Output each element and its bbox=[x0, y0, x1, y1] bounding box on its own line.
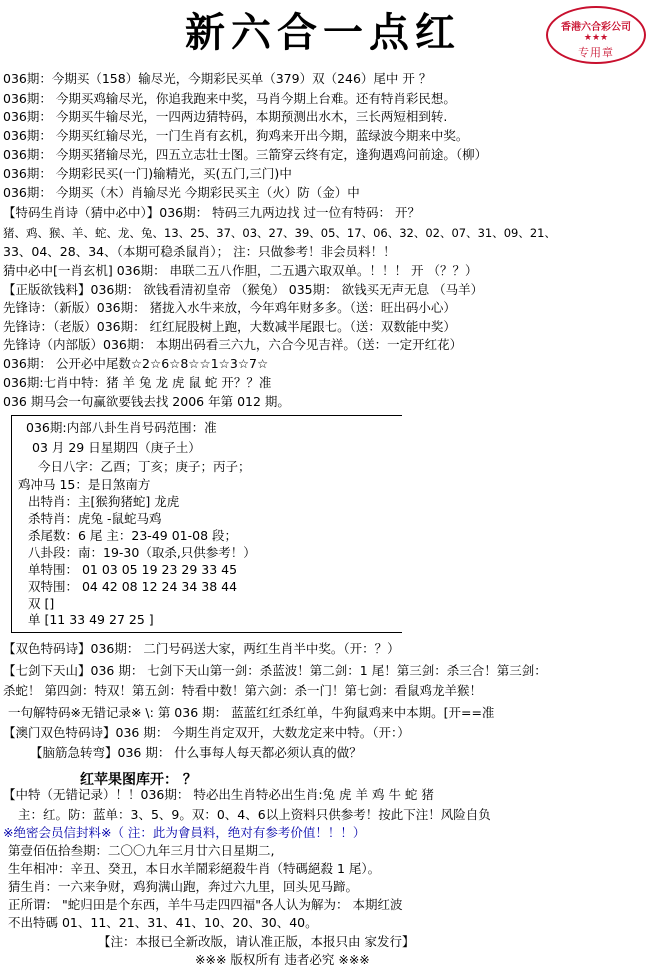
seal-text: 香港六合彩公司 bbox=[561, 22, 631, 33]
text-line: 【双色特码诗】036期： 二门号码送大家，两红生肖半中奖。（开：？） bbox=[3, 641, 400, 656]
text-line: 猪、鸡、猴、羊、蛇、龙、兔、13、25、37、03、27、39、05、17、06、32、02、07、31、09、21、 bbox=[3, 226, 556, 240]
box-line: 双特围： 04 42 08 12 24 34 38 44 bbox=[28, 579, 238, 594]
footer-note: 【注：本报已全新改版，请认准正版，本报只由 家发行】 bbox=[98, 934, 415, 949]
text-line: 先锋诗：（新版）036期： 猪拢入水牛来放，今年鸡年财多多。（送：旺出码小心） bbox=[3, 300, 456, 315]
box-line: 鸡冲马 15：是日煞南方 bbox=[18, 477, 151, 492]
box-line: 单 [11 33 49 27 25 ] bbox=[28, 612, 154, 627]
text-line: 33、04、28、34、（本期可稳杀鼠肖）； 注：只做参考！非会员料！！ bbox=[3, 244, 396, 259]
text-line: 【澳门双色特码诗】036 期： 今期生肖定双开，大数龙定来中特。（开：） bbox=[3, 725, 410, 740]
text-line: 036期： 今期买鸡输尽光，你追我跑来中奖，马肖今期上台难。还有特肖彩民想。 bbox=[3, 91, 456, 106]
text-line: 【七剑下天山】036 期： 七剑下天山第一剑：杀蓝波！第二剑：1 尾！第三剑：杀三合！第三剑： bbox=[3, 663, 547, 678]
text-line: 杀蛇！ 第四剑：特双！第五剑：特看中数！第六剑：杀一门！第七剑：看鼠鸡龙羊猴！ bbox=[3, 683, 482, 698]
text-line: ※绝密会员信封料※（ 注：此为會員料，绝对有参考价值！！！） bbox=[3, 825, 366, 840]
text-line: 第壹佰伍拾叁期：二〇〇九年三月廿六日星期二, bbox=[8, 843, 275, 858]
text-line: 主：红。防：蓝单：3、5、9。双：0、4、6以上资料只供参考！按此下注！风险自负 bbox=[18, 807, 491, 822]
box-line: 03 月 29 日星期四（庚子土） bbox=[32, 440, 201, 455]
box-line: 八卦段：南：19-30（取杀,只供参考！） bbox=[28, 545, 256, 560]
text-line: 036期： 今期买（木）肖输尽光 今期彩民买主（火）防（金）中 bbox=[3, 185, 360, 200]
text-line: 036期： 今期买牛输尽光，一四两边猜特码，本期预测出水木，三长两短相到转. bbox=[3, 109, 448, 124]
box-line: 今日八字：乙酉；丁亥；庚子；丙子； bbox=[38, 459, 251, 474]
copyright: ※※※ 版权所有 违者必究 ※※※ bbox=[195, 952, 370, 967]
text-line: 036期：今期买（158）输尽光，今期彩民买单（379）双（246）尾中 开 ？ bbox=[3, 71, 432, 86]
text-line: 【特码生肖诗（猜中必中）】036期： 特码三九两边找 过一位有特码： 开？ bbox=[3, 205, 421, 220]
text-line: 不出特碼 01、11、21、31、41、10、20、30、40。 bbox=[8, 915, 318, 930]
text-line: 036期： 今期彩民买(一门)输精光，买(五门,三门)中 bbox=[3, 166, 292, 181]
text-line: 猜生肖：一六来争财，鸡狗满山跑，奔过六九里，回头见马蹄。 bbox=[8, 879, 359, 894]
section-heading: 红苹果图库开： ？ bbox=[80, 772, 197, 788]
box-line: 单特围： 01 03 05 19 23 29 33 45 bbox=[28, 562, 238, 577]
seal-label: 专用章 bbox=[578, 46, 614, 59]
text-line: 先锋诗：（老版）036期： 红红屁股树上跑，大数减半尾跟七。（送：双数能中奖） bbox=[3, 319, 456, 334]
text-line: 正所谓： "蛇归田是个东西，羊牛马走四四福"各人认为解为： 本期红波 bbox=[8, 897, 403, 912]
text-line: 【正版欲钱料】036期： 欲钱看清初皇帝 （猴兔） 035期： 欲钱买无声无息 （马羊） bbox=[3, 282, 484, 297]
text-line: 【中特（无错记录）！！036期： 特必出生肖特必出生肖:兔 虎 羊 鸡 牛 蛇 猪 bbox=[3, 787, 434, 802]
text-line: 036期： 今期买猪输尽光，四五立志壮士图。三箭穿云终有定，逢狗遇鸡问前途。（柳） bbox=[3, 147, 488, 162]
text-line: 一句解特码※无错记录※ \: 第 036 期： 蓝蓝红红杀红单，牛狗鼠鸡来中本期。[开==准 bbox=[8, 705, 495, 720]
text-line: 【脑筋急转弯】036 期： 什么事每人每天都必须认真的做？ bbox=[30, 745, 362, 760]
info-box bbox=[11, 415, 402, 633]
text-line: 036期:七肖中特：猪 羊 兔 龙 虎 鼠 蛇 开？？准 bbox=[3, 375, 272, 390]
seal-stars: ★★★ bbox=[583, 33, 609, 43]
text-line: 先锋诗（内部版）036期： 本期出码看三六九，六合今见吉祥。（送：一定开红花） bbox=[3, 337, 463, 352]
box-line: 杀特肖：虎兔 -鼠蛇马鸡 bbox=[28, 511, 162, 526]
company-seal-stamp bbox=[546, 6, 646, 64]
box-line: 036期:内部八卦生肖号码范围：准 bbox=[26, 420, 217, 435]
text-line: 036期： 今期买红输尽光，一门生肖有玄机，狗鸡来开出今期，蓝绿波今期来中奖。 bbox=[3, 128, 469, 143]
box-line: 杀尾数：6 尾 主：23-49 01-08 段； bbox=[28, 528, 237, 543]
text-line: 生年相冲：辛丑、癸丑，本日水羊鬧彩絕殺牛肖（特碼絕殺 1 尾）。 bbox=[8, 861, 381, 876]
text-line: 猜中必中[一肖玄机] 036期： 串联二五八作胆，二五遇六取双单。！！！ 开 （？？） bbox=[3, 263, 478, 278]
page-title: 新六合一点红 bbox=[185, 9, 461, 56]
text-line: 036期： 公开必中尾数☆2☆6☆8☆☆1☆3☆7☆ bbox=[3, 356, 269, 371]
text-line: 036 期马会一句赢欲要钱去找 2006 年第 012 期。 bbox=[3, 394, 290, 409]
box-line: 出特肖：主[猴狗猪蛇] 龙虎 bbox=[28, 494, 180, 509]
box-line: 双 [] bbox=[28, 596, 55, 611]
